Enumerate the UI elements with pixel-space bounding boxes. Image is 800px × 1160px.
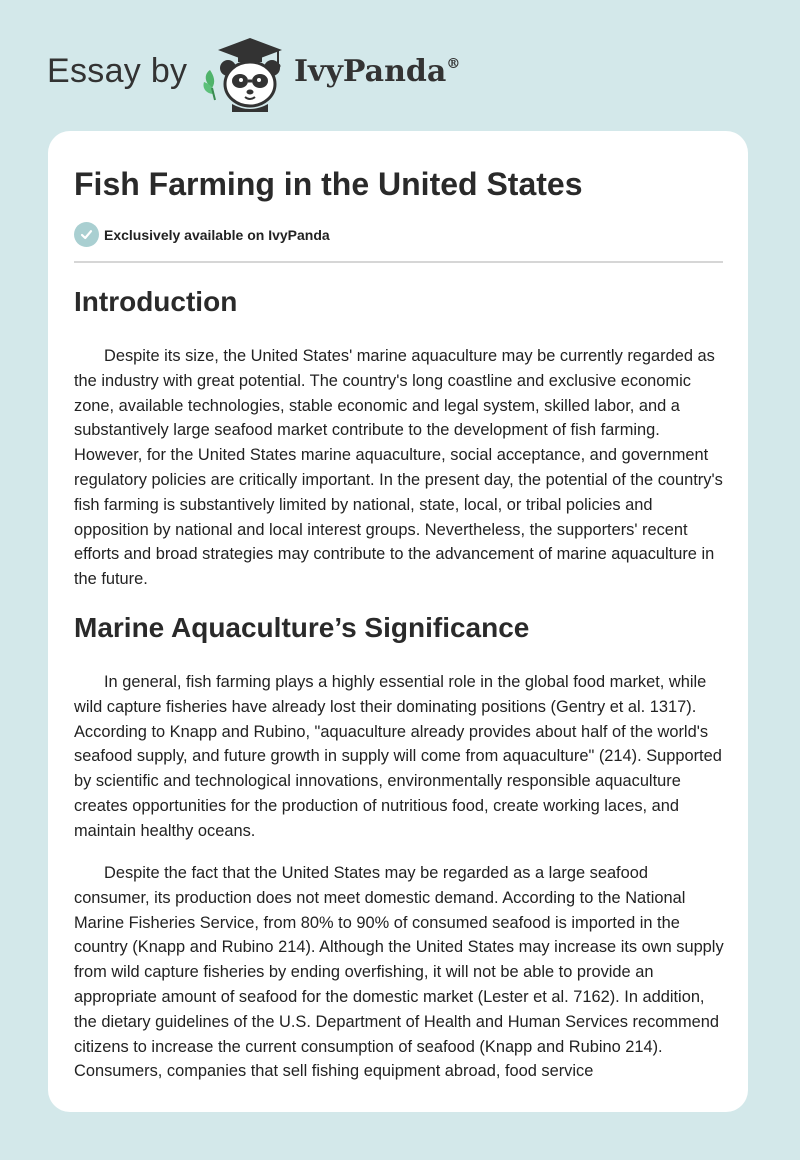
exclusive-badge	[74, 222, 330, 247]
leaf-icon	[203, 70, 215, 100]
registered-mark: ®	[446, 56, 461, 72]
badge-text: Exclusively available on IvyPanda	[104, 226, 330, 243]
page-title: Fish Farming in the United States	[74, 166, 583, 202]
paragraph: Despite the fact that the United States may be regarded as a large seafood consumer, its production does not meet domestic demand. According to the National Marine Fisheries Service, from 80% to 90% of consumed seafood is imported in the country (Knapp and Rubino 214). Although the United States may increase its own supply from wild capture fisheries by ending overfishing, it will not be able to provide an appropriate amount of seafood for the domestic market (Lester et al. 7162). In addition, the dietary guidelines of the U.S. Department of Health and Human Services recommend citizens to increase the current consumption of seafood (Knapp and Rubino 214). Consumers, companies that sell fishing equipment abroad, food service	[74, 864, 724, 1081]
check-icon	[74, 222, 99, 247]
brand-prefix: Essay by	[47, 52, 188, 90]
essay-card	[48, 131, 748, 1112]
site-header	[0, 0, 800, 130]
paragraph: In general, fish farming plays a highly essential role in the global food market, while wild capture fisheries have already lost their dominating positions (Gentry et al. 1317). According to Knapp and Rubino, "aquaculture already provides about half of the world's seafood supply, and future growth in supply will come from aquaculture" (214). Supported by scientific and technological innovations, environmentally responsible aquaculture creates opportunities for the production of nutritious food, create working laces, and maintain healthy oceans.	[74, 673, 722, 840]
panda-graduate-icon[interactable]	[198, 36, 294, 112]
section-heading-significance: Marine Aquaculture’s Significance	[74, 612, 530, 643]
paragraph: Despite its size, the United States' marine aquaculture may be currently regarded as the industry with great potential. The country's long coastline and exclusive economic zone, available technologies, stable economic and legal system, skilled labor, and a substantively large seafood market contribute to the development of fish farming. However, for the United States marine aquaculture, social acceptance, and government regulatory policies are critically important. In the present day, the potential of the country's fish farming is substantively limited by national, state, local, or tribal policies and opposition by national and local interest groups. Nevertheless, the supporters' recent efforts and broad strategies may contribute to the advancement of marine aquaculture in the future.	[74, 347, 723, 589]
brand-name[interactable]: IvyPanda®	[294, 54, 461, 89]
divider	[74, 261, 723, 263]
section-heading-introduction: Introduction	[74, 286, 238, 317]
